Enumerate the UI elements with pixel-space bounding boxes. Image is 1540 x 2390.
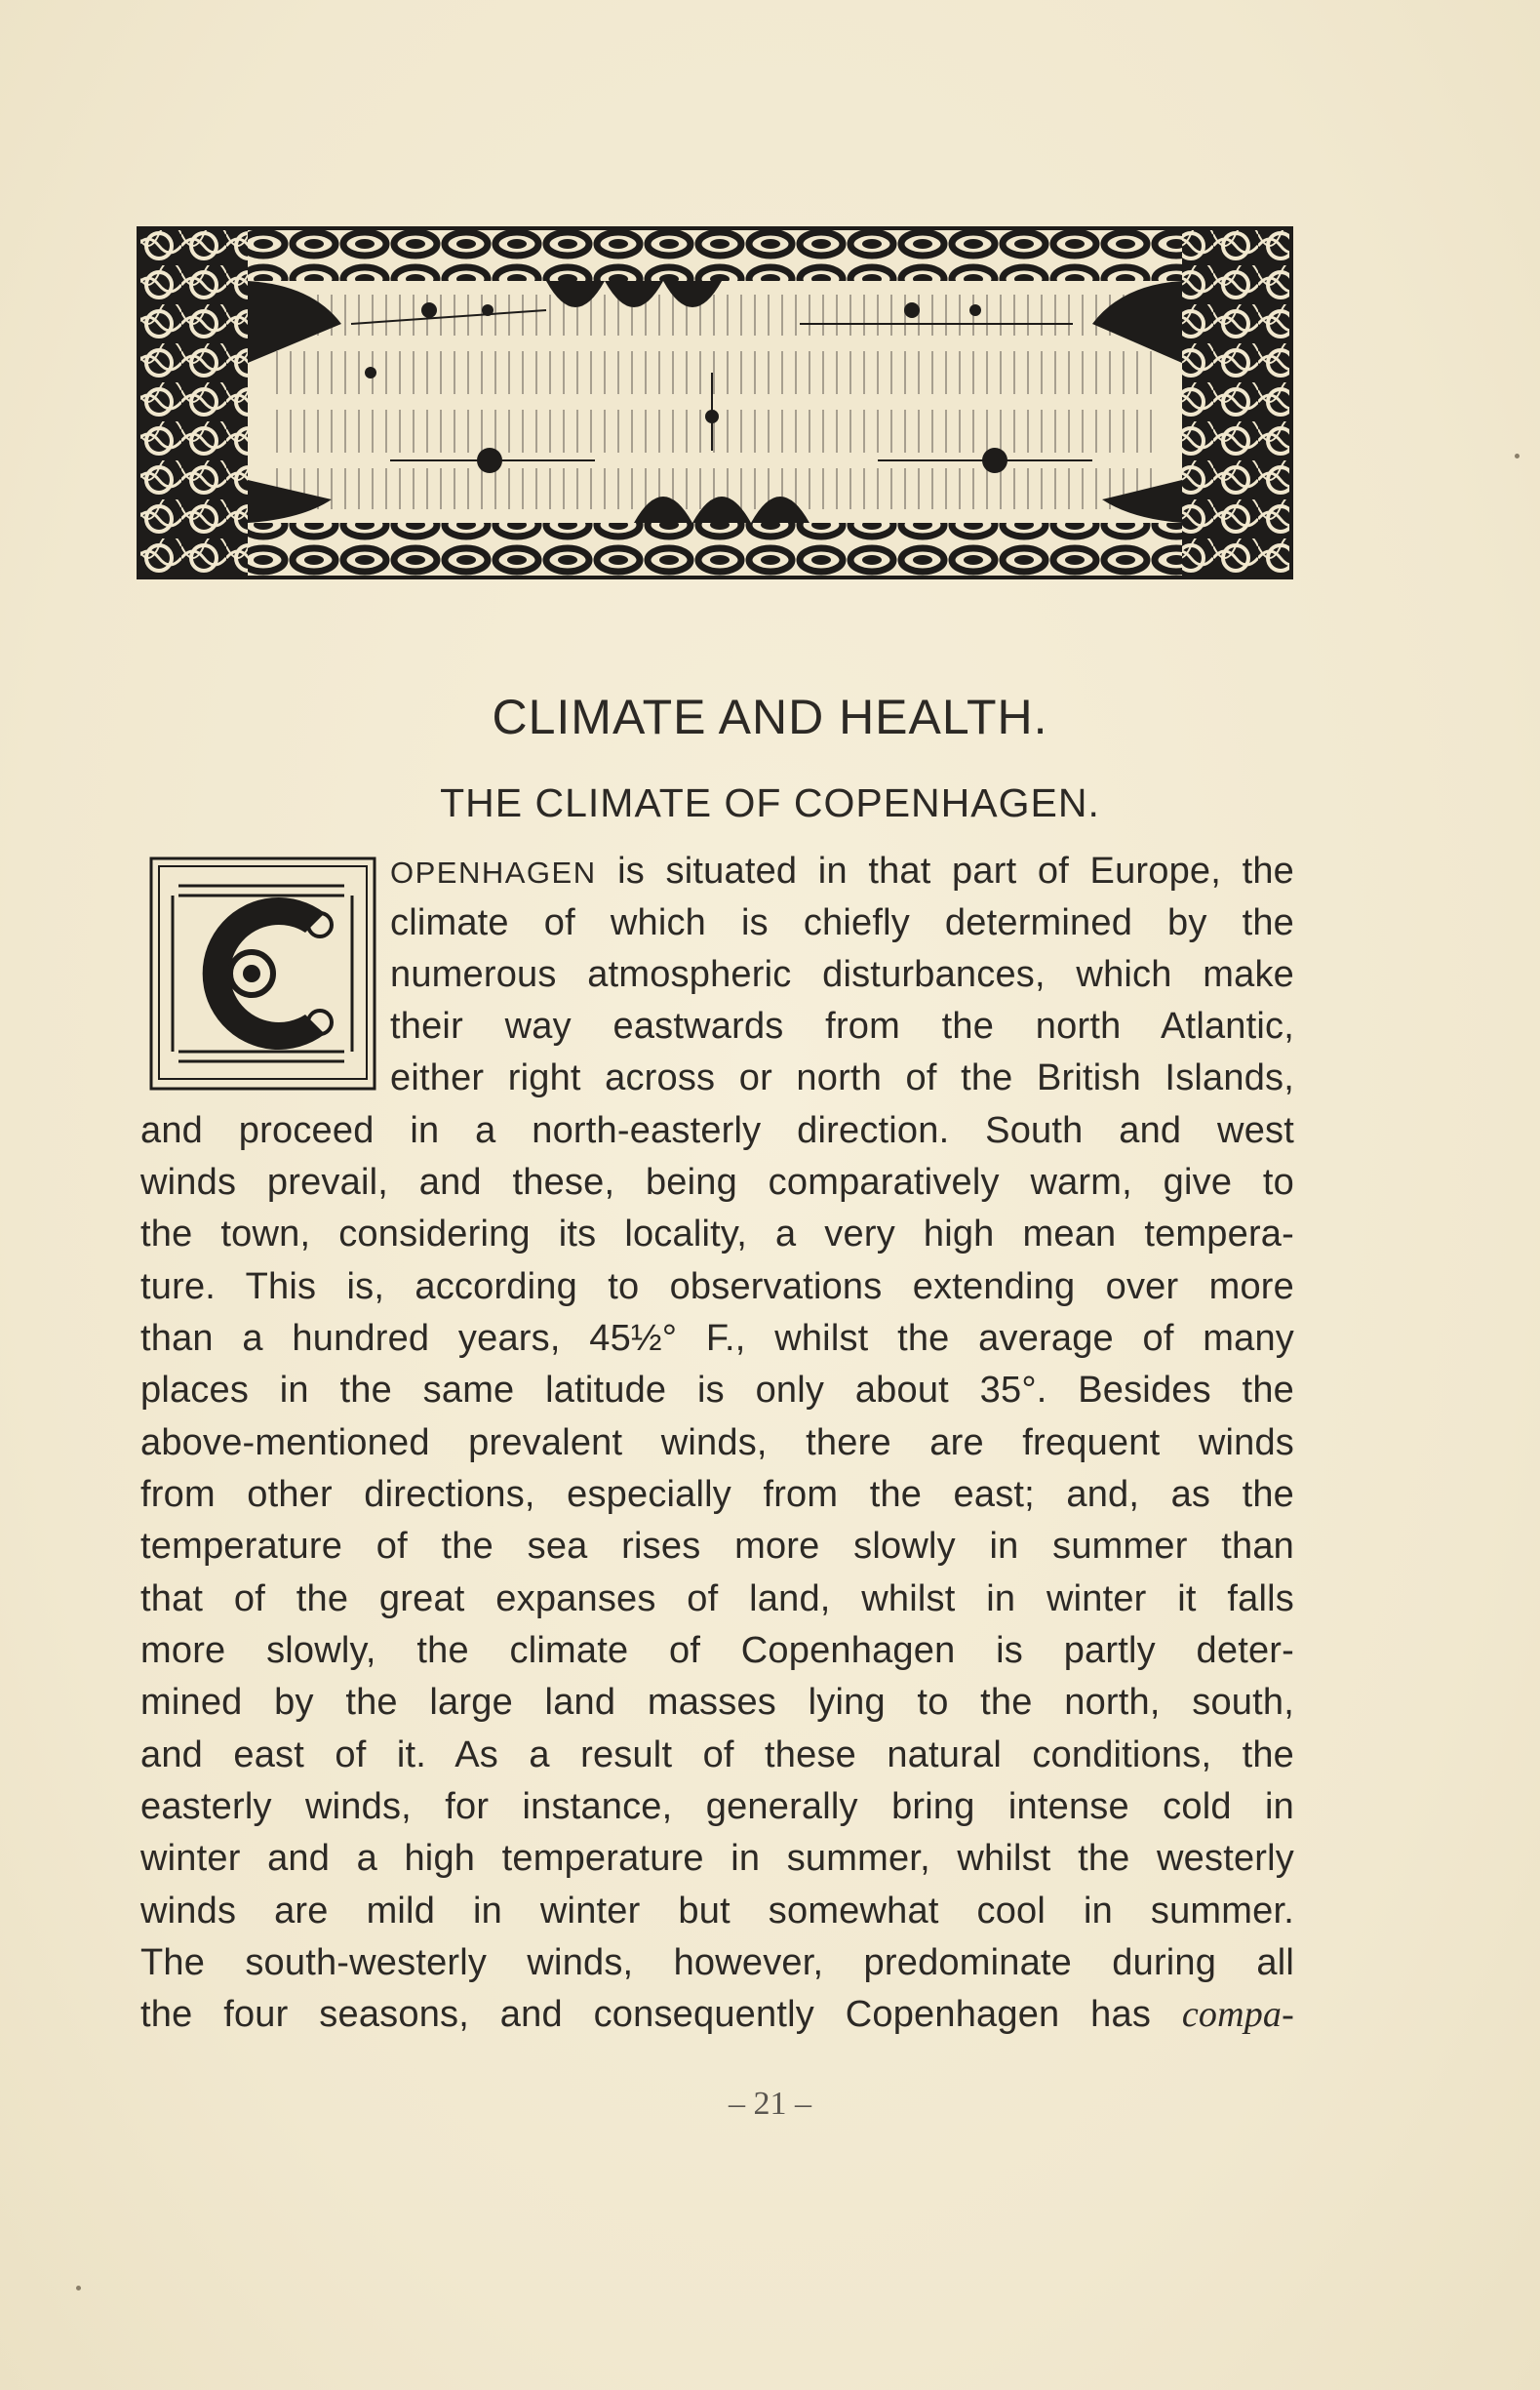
line-text: ture. This is, according to observations extending over more [140,1266,1294,1307]
line-text: is situated in that part of Europe, the [596,851,1294,892]
paper-speck [76,2286,81,2290]
text-line [390,1054,1294,1102]
text-line [390,898,1294,947]
text-line [140,1158,1294,1207]
line-text: from other directions, especially from the east; and, as the [140,1474,1294,1515]
line-text: above-mentioned prevalent winds, there are frequent winds [140,1422,1294,1463]
line-text: either right across or north of the British Islands, [390,1057,1294,1098]
text-line [140,1106,1294,1155]
text-line [140,1470,1294,1519]
italic-word: compa- [1181,1994,1294,2035]
text-line [140,1262,1294,1311]
line-text: that of the great expanses of land, whilst in winter it falls [140,1578,1294,1619]
text-line [390,950,1294,999]
line-text: winds prevail, and these, being comparatively warm, give to [140,1162,1294,1203]
text-line [140,1522,1294,1571]
text-line [140,1990,1294,2039]
text-line [140,1887,1294,1935]
section-subtitle: THE CLIMATE OF COPENHAGEN. [440,780,1100,825]
line-text: the four seasons, and consequently Copenhagen has [140,1994,1182,2035]
line-text: easterly winds, for instance, generally bring intense cold in [140,1786,1294,1827]
dropcap-c-ornament [149,856,376,1091]
line-text: than a hundred years, 45½° F., whilst the average of many [140,1318,1294,1359]
text-line [140,1938,1294,1987]
line-text: mined by the large land masses lying to the north, south, [140,1682,1294,1723]
page-number: – 21 – [729,2086,811,2122]
line-text: The south-westerly winds, however, predominate during all [140,1942,1294,1983]
line-text: winter and a high temperature in summer, whilst the westerly [140,1838,1294,1879]
line-text: and proceed in a north-easterly direction. South and west [140,1110,1294,1151]
chapter-title: CLIMATE AND HEALTH. [492,690,1048,744]
paper-speck [1515,454,1520,458]
text-line [140,1210,1294,1258]
text-line [140,1731,1294,1779]
text-line [390,847,1294,896]
line-text: numerous atmospheric disturbances, which make [390,954,1294,995]
text-line [140,1782,1294,1831]
line-text: the town, considering its locality, a very high mean tempera- [140,1214,1294,1255]
text-line [140,1314,1294,1363]
text-line [140,1626,1294,1675]
text-line [140,1366,1294,1414]
text-line [140,1834,1294,1883]
line-text: their way eastwards from the north Atlantic, [390,1006,1294,1047]
line-text: temperature of the sea rises more slowly in summer than [140,1526,1294,1567]
ornamental-header-banner [137,226,1293,579]
text-line [140,1418,1294,1467]
line-text: climate of which is chiefly determined by the [390,902,1294,943]
line-text: winds are mild in winter but somewhat cool in summer. [140,1891,1294,1932]
text-line [390,1002,1294,1051]
line-text: more slowly, the climate of Copenhagen is partly deter- [140,1630,1294,1671]
line-text: and east of it. As a result of these natural conditions, the [140,1734,1294,1775]
text-line [140,1574,1294,1623]
text-line [140,1678,1294,1727]
smallcaps-word: OPENHAGEN [390,856,597,890]
line-text: places in the same latitude is only about 35°. Besides the [140,1370,1294,1411]
